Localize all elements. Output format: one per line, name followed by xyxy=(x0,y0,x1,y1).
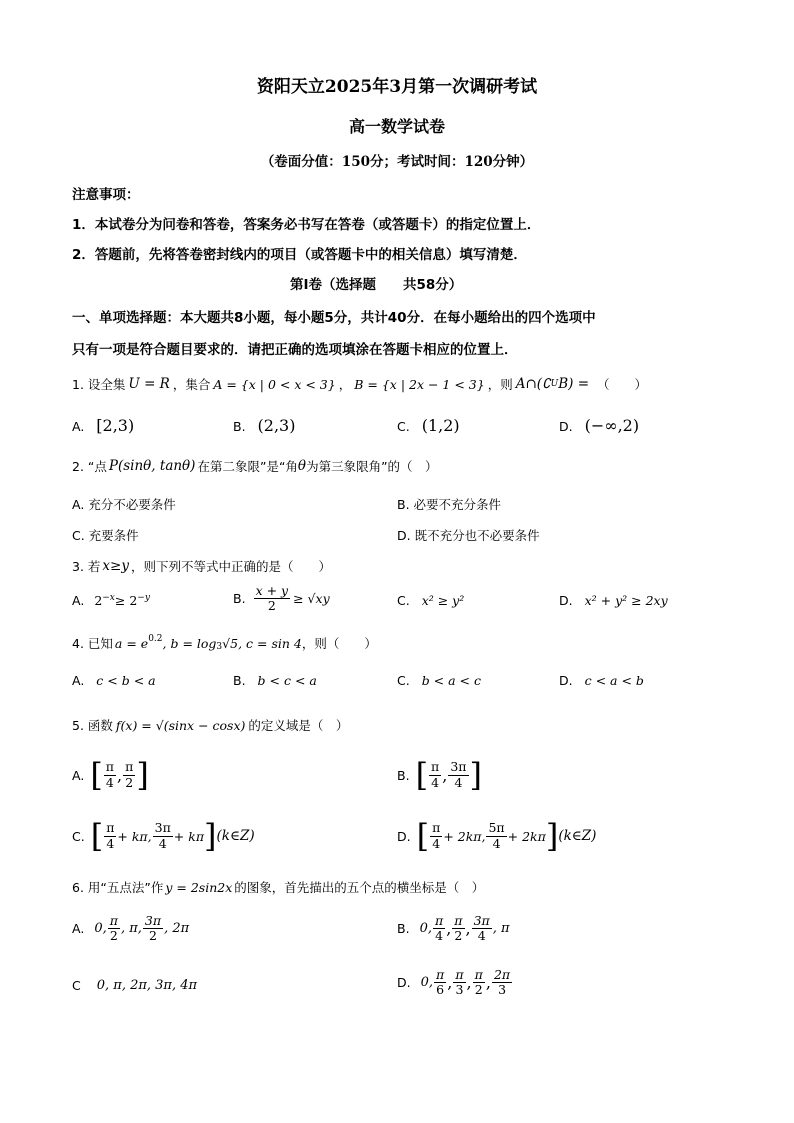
q5-d-term-1: + 2kπ, xyxy=(443,828,486,844)
q1-set-a: A = {x | 0 < x < 3} xyxy=(213,376,336,392)
q5-b-num-1: π xyxy=(431,759,440,775)
q5-d-num-1: π xyxy=(432,820,441,836)
question-1-stem: 1. 设全集 U = R ，集合 A = {x | 0 < x < 3} ， B = {x | 2x − 1 < 3} ，则 A∩(∁ U B) = （ ） xyxy=(72,376,648,392)
q3-text: 3. 若 xyxy=(72,559,101,574)
q4-expr-3: √5, c = sin 4 xyxy=(222,635,302,651)
q5-text: 5. 函数 xyxy=(72,718,113,733)
q4-expr: a = e xyxy=(114,635,149,651)
q4-option-c[interactable] xyxy=(397,673,481,688)
q5-c-den-1: 4 xyxy=(106,835,115,851)
q3-option-a-exp-2: −y xyxy=(137,593,150,603)
q3-option-d-label: D. xyxy=(559,593,573,608)
q6-b-num-2: π xyxy=(454,913,463,928)
q4-option-d-label: D. xyxy=(559,673,573,688)
q1-universal-set: U = R xyxy=(128,376,170,392)
q5-c-term-2: + kπ xyxy=(173,828,205,844)
q6-option-a[interactable] xyxy=(72,914,189,944)
q3-option-d[interactable] xyxy=(559,593,668,608)
q1-paren: （ ） xyxy=(597,377,648,392)
q5-option-a-bracket-left: [ xyxy=(90,756,103,794)
q6-option-a-label: A. xyxy=(72,921,85,937)
q1-option-a[interactable] xyxy=(72,416,134,435)
q5-option-d-bracket-left: [ xyxy=(416,817,430,855)
q6-a-num-2: 3π xyxy=(144,913,162,928)
q4-expr-exp: 0.2 xyxy=(148,634,163,644)
q5-option-c-bracket-left: [ xyxy=(90,817,104,855)
q6-b-den-2: 2 xyxy=(454,928,463,944)
q3-option-c[interactable] xyxy=(397,593,464,608)
q5-option-d-bracket-right: ] xyxy=(545,817,559,855)
q5-a-num-1: π xyxy=(105,759,115,775)
q3-option-c-label: C. xyxy=(397,593,410,608)
q1-option-a-label: A. xyxy=(72,419,85,434)
notice-heading: 注意事项： xyxy=(72,187,140,203)
exam-info: （卷面分值：150分；考试时间：120分钟） xyxy=(260,154,534,170)
q6-a-den-1: 2 xyxy=(109,928,118,944)
q5-b-num-2: 3π xyxy=(450,759,467,775)
q4-option-b-label: B. xyxy=(233,673,246,688)
q6-b-num-3: 3π xyxy=(473,913,490,928)
q5-text-2: 的定义域是（ ） xyxy=(248,718,349,733)
q6-option-d[interactable]: D. 0, $\frac{\pi}{6}$ , $\frac{\pi}{3}$ , $\frac{\pi}{2}$ , $\frac{2\pi}{3}$ xyxy=(397,967,511,998)
q6-a-num-1: π xyxy=(109,913,118,928)
q5-option-b-bracket-right: ] xyxy=(469,756,483,794)
exam-title: 资阳天立2025年3月第一次调研考试 xyxy=(256,77,538,97)
q1-option-c-value: (1,2) xyxy=(421,416,460,435)
question-3-stem xyxy=(72,557,331,575)
q3-option-b-num: x + y xyxy=(255,583,289,598)
q5-option-d-label: D. xyxy=(397,828,411,844)
q6-b-part-2: , π xyxy=(492,921,510,937)
q6-option-b[interactable]: B. 0, $\frac{\pi}{4}$ , $\frac{\pi}{2}$ , $\frac{3\pi}{4}$ , π xyxy=(397,913,510,944)
q2-option-b[interactable]: B. 必要不充分条件 xyxy=(397,497,502,512)
q6-d-num-4: 2π xyxy=(493,967,511,982)
q3-option-d-value: x² + y² ≥ 2xy xyxy=(584,593,668,608)
q5-option-a-bracket-right: ] xyxy=(136,756,149,794)
q4-option-c-value: b < a < c xyxy=(421,673,481,688)
q6-text-2: 的图象，首先描出的五个点的横坐标是（ ） xyxy=(234,880,485,895)
q5-b-den-1: 4 xyxy=(431,774,440,790)
q5-c-num-1: π xyxy=(106,820,115,836)
q6-b-den-3: 4 xyxy=(477,928,486,944)
q5-c-tail: (k∈Z) xyxy=(216,828,255,844)
q4-option-c-label: C. xyxy=(397,673,410,688)
q4-option-a-label: A. xyxy=(72,673,85,688)
q3-option-a-mid: ≥ 2 xyxy=(114,593,138,608)
notice-item-1: 1．本试卷分为问卷和答卷，答案务必书写在答卷（或答题卡）的指定位置上． xyxy=(72,217,541,233)
q2-text-2: 在第二象限”是“角 xyxy=(197,459,298,474)
q1-text-2: ，集合 xyxy=(172,377,211,392)
question-4-stem xyxy=(72,634,377,652)
section-intro-line-1: 一、单项选择题：本大题共8小题，每小题5分，共计40分．在每小题给出的四个选项中 xyxy=(72,310,596,326)
q6-b-part-1: 0, xyxy=(419,921,432,937)
q1-option-b-label: B. xyxy=(233,419,246,434)
q4-text: 4. 已知 xyxy=(72,636,113,651)
q6-a-part-2: , π, xyxy=(120,921,142,937)
q3-option-b-den: 2 xyxy=(267,598,276,614)
q6-d-num-1: π xyxy=(436,967,445,982)
q6-d-den-2: 3 xyxy=(455,982,464,998)
q1-set-b: B = {x | 2x − 1 < 3} xyxy=(354,376,485,392)
q3-condition: x≥y xyxy=(102,558,129,574)
q6-d-den-4: 3 xyxy=(498,982,507,998)
q6-a-part-3: , 2π xyxy=(164,921,190,937)
notice-item-2: 2．答题前，先将答卷密封线内的项目（或答题卡中的相关信息）填写清楚． xyxy=(72,247,527,263)
section-title: 第Ⅰ卷（选择题 共58分） xyxy=(290,277,463,293)
q3-option-a-label: A. xyxy=(72,593,85,608)
q6-d-den-3: 2 xyxy=(474,982,483,998)
q5-c-term-1: + kπ, xyxy=(117,828,152,844)
q3-option-b-rest: ≥ √xy xyxy=(293,591,330,607)
q1-expression-sub: U xyxy=(550,379,559,389)
question-6-stem xyxy=(72,878,484,896)
q5-option-a-label: A. xyxy=(72,767,85,783)
q1-text: 1. 设全集 xyxy=(72,377,126,392)
q4-option-d-value: c < a < b xyxy=(584,673,644,688)
q6-a-den-2: 2 xyxy=(149,928,157,944)
q6-a-part-1: 0, xyxy=(94,921,107,937)
q3-text-2: ，则下列不等式中正确的是（ ） xyxy=(130,559,331,574)
q3-option-a-exp-1: −x xyxy=(102,593,115,603)
q3-option-a-base: 2 xyxy=(94,593,103,608)
q6-text: 6. 用“五点法”作 xyxy=(72,880,164,895)
q6-b-num-1: π xyxy=(434,913,444,928)
q1-option-a-value: [2,3) xyxy=(96,416,135,435)
q5-option-c-label: C. xyxy=(72,828,85,844)
question-5-stem xyxy=(72,716,348,734)
q5-option-d[interactable] xyxy=(397,817,596,855)
q5-a-den-2: 2 xyxy=(125,774,134,790)
q1-expression-end: B) = xyxy=(558,376,590,392)
q6-d-part-1: 0, xyxy=(420,975,434,991)
q6-d-num-2: π xyxy=(455,967,464,982)
q4-option-b-value: b < c < a xyxy=(257,673,317,688)
q5-d-tail: (k∈Z) xyxy=(558,828,597,844)
q5-a-num-2: π xyxy=(125,759,134,775)
q5-a-den-1: 4 xyxy=(105,774,114,790)
q2-option-c[interactable]: C. 充要条件 xyxy=(72,528,139,543)
q2-option-a[interactable]: A. 充分不必要条件 xyxy=(72,497,176,512)
q1-option-d-label: D. xyxy=(559,419,573,434)
q6-function: y = 2sin2x xyxy=(165,879,233,895)
q5-d-den-1: 4 xyxy=(432,835,441,851)
q3-option-a[interactable] xyxy=(72,593,150,608)
question-2-stem xyxy=(72,457,438,475)
q2-text-3: 为第三象限角”的（ ） xyxy=(306,459,438,474)
q4-option-d[interactable] xyxy=(559,673,644,688)
q5-option-b-label: B. xyxy=(397,767,410,783)
q5-option-c[interactable] xyxy=(72,817,255,855)
q5-option-c-bracket-right: ] xyxy=(204,817,217,855)
q5-option-a[interactable]: A. [ $\frac{\pi}{4}$ , $\frac{\pi}{2}$ ] xyxy=(72,756,149,794)
q6-d-den-1: 6 xyxy=(436,982,445,998)
section-intro-line-2: 只有一项是符合题目要求的．请把正确的选项填涂在答题卡相应的位置上． xyxy=(72,342,518,358)
q6-option-d-label: D. xyxy=(397,975,411,991)
q2-option-d[interactable]: D. 既不充分也不必要条件 xyxy=(397,528,540,543)
q2-point: P(sinθ, tanθ) xyxy=(108,458,196,474)
q5-b-den-2: 4 xyxy=(454,774,463,790)
q3-option-b-fraction xyxy=(254,584,291,614)
q5-d-den-2: 4 xyxy=(492,835,501,851)
q4-expr-sub: 3 xyxy=(216,642,223,652)
q1-option-d-value: (−∞,2) xyxy=(584,416,640,435)
q6-b-den-1: 4 xyxy=(435,928,444,944)
exam-subtitle: 高一数学试卷 xyxy=(348,117,445,136)
q4-option-a-value: c < b < a xyxy=(96,673,156,688)
q5-c-den-2: 4 xyxy=(158,835,167,851)
q6-option-c-label: C xyxy=(72,978,81,993)
q3-option-b-label: B. xyxy=(233,591,246,607)
q1-option-c[interactable] xyxy=(397,416,460,435)
q1-option-b-value: (2,3) xyxy=(257,416,296,435)
q1-option-c-label: C. xyxy=(397,419,410,434)
q2-theta: θ xyxy=(297,458,307,474)
q3-option-c-value: x² ≥ y² xyxy=(421,593,465,608)
q6-option-b-label: B. xyxy=(397,921,410,937)
q4-expr-2: , b = log xyxy=(162,635,217,651)
q5-c-num-2: 3π xyxy=(154,820,171,836)
q5-function: f(x) = √(sinx − cosx) xyxy=(115,717,246,733)
q4-option-a[interactable] xyxy=(72,673,156,688)
q6-option-c-value: 0, π, 2π, 3π, 4π xyxy=(96,978,198,993)
q2-text: 2. “点 xyxy=(72,459,107,474)
q5-option-b-bracket-left: [ xyxy=(415,756,429,794)
q1-expression: A∩(∁ xyxy=(515,376,551,392)
q6-option-c[interactable] xyxy=(72,978,197,993)
q1-option-d[interactable] xyxy=(559,416,639,435)
q5-d-num-2: 5π xyxy=(488,820,505,836)
q5-d-term-2: + 2kπ xyxy=(507,828,546,844)
q4-option-b[interactable] xyxy=(233,673,317,688)
q1-text-3: ，则 xyxy=(487,377,513,392)
q4-text-2: ，则（ ） xyxy=(301,636,377,651)
q1-option-b[interactable] xyxy=(233,416,295,435)
q5-option-b[interactable]: B. [ $\frac{\pi}{4}$ , $\frac{3\pi}{4}$ ] xyxy=(397,756,483,794)
q6-d-num-3: π xyxy=(474,967,483,982)
q3-option-b[interactable] xyxy=(233,584,330,614)
